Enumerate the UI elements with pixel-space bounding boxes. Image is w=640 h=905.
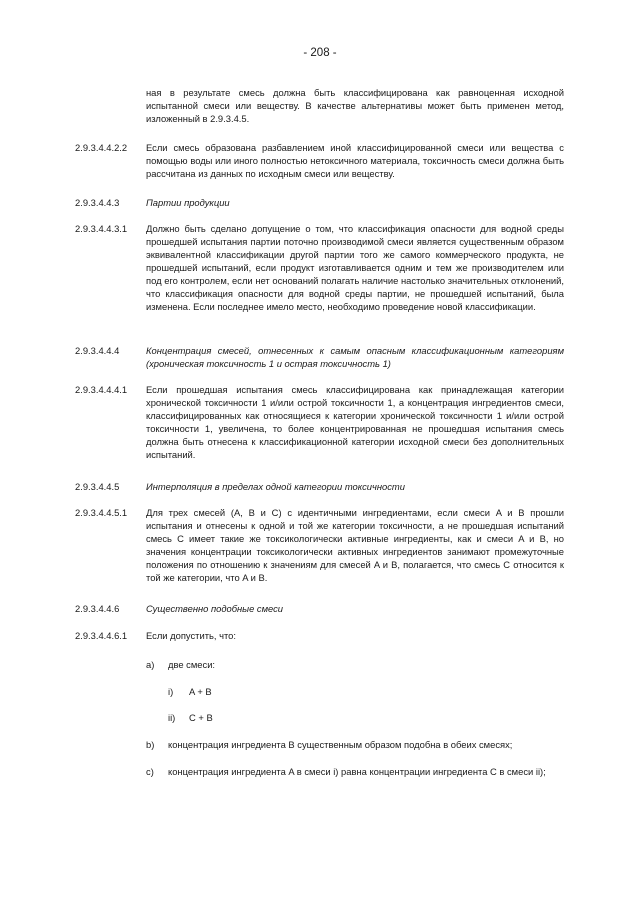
section-number: 2.9.3.4.4.4.1: [75, 384, 128, 395]
section-text: Если допустить, что:: [146, 630, 236, 641]
list-item-text: A + B: [189, 686, 212, 697]
section-heading: Существенно подобные смеси: [146, 603, 284, 614]
section-heading: Интерполяция в пределах одной категории токсичности: [146, 481, 405, 492]
section-number: 2.9.3.4.4.6.1: [75, 630, 128, 641]
list-item-label: ii): [168, 712, 176, 723]
section-heading: Концентрация смесей, отнесенных к самым опасным классификационным категориям (хроническая токсичность 1 и острая токсичность 1): [146, 345, 564, 369]
page-number: - 208 -: [303, 47, 337, 59]
section-number: 2.9.3.4.4.4: [75, 345, 120, 356]
section-text: Должно быть сделано допущение о том, что классификация опасности для водной среды прошедшей испытания партии поточно производимой смеси является существенным образом эквивалентной классификации другой партии того же самого коммерческого продукта, не прошедшей испытаний, если продукт изготавливается одним и тем же производителем или под его контролем, если нет оснований полагать наличие настолько значительных отклонений, что классификация опасности для водной среды партии, не прошедшей испытаний, была изменена. Если последнее имело место, необходимо проведение новой классификации.: [146, 223, 564, 312]
list-item-label: b): [146, 739, 155, 750]
section-number: 2.9.3.4.4.3.1: [75, 223, 128, 234]
section-text: Если смесь образована разбавлением иной классифицированной смеси или вещества с помощью воды или иного полностью нетоксичного материала, токсичность смеси должна быть рассчитана из данных по исходным смеси или веществу.: [146, 142, 564, 179]
section-number: 2.9.3.4.4.6: [75, 603, 120, 614]
list-item-text: концентрация ингредиента B существенным образом подобна в обеих смесях;: [168, 739, 513, 750]
list-item-label: i): [168, 686, 174, 697]
list-item-text: C + B: [189, 712, 213, 723]
section-number: 2.9.3.4.4.3: [75, 197, 120, 208]
section-text: Если прошедшая испытания смесь классифицирована как принадлежащая категории хронической токсичности 1 и/или острой токсичности 1, а концентрация ингредиентов смеси, классифицированных как относящиеся к категории хронической токсичности 1 и/или острой токсичности 1, увеличена, то более концентрированная не прошедшая испытания смесь должна быть отнесена к классификационной категории исходной смеси без дополнительных испытаний.: [146, 384, 564, 460]
section-number: 2.9.3.4.4.5: [75, 481, 120, 492]
section-heading: Партии продукции: [146, 197, 230, 208]
intro-paragraph: ная в результате смесь должна быть классифицирована как равноценная исходной испытанной смеси или веществу. В качестве альтернативы может быть применен метод, изложенный в 2.9.3.4.5.: [146, 87, 564, 124]
list-item-label: a): [146, 659, 155, 670]
section-text: Для трех смесей (A, B и C) с идентичными ингредиентами, если смеси A и B прошли испытания и отнесены к одной и той же категории токсичности, а не прошедшая испытаний смесь C имеет такие же токсикологически активные ингредиенты, как и смеси A и B, но значения концентрации токсикологически активных ингредиентов занимают промежуточные положения по отношению к значениям для смесей A и B, полагается, что смесь C относится к той же категории, что A и B.: [146, 507, 564, 583]
section-number: 2.9.3.4.4.5.1: [75, 507, 128, 518]
section-number: 2.9.3.4.4.2.2: [75, 142, 128, 153]
list-item-label: c): [146, 766, 154, 777]
list-item-text: две смеси:: [168, 659, 216, 670]
list-item-text: концентрация ингредиента A в смеси i) равна концентрации ингредиента C в смеси ii);: [168, 766, 546, 777]
